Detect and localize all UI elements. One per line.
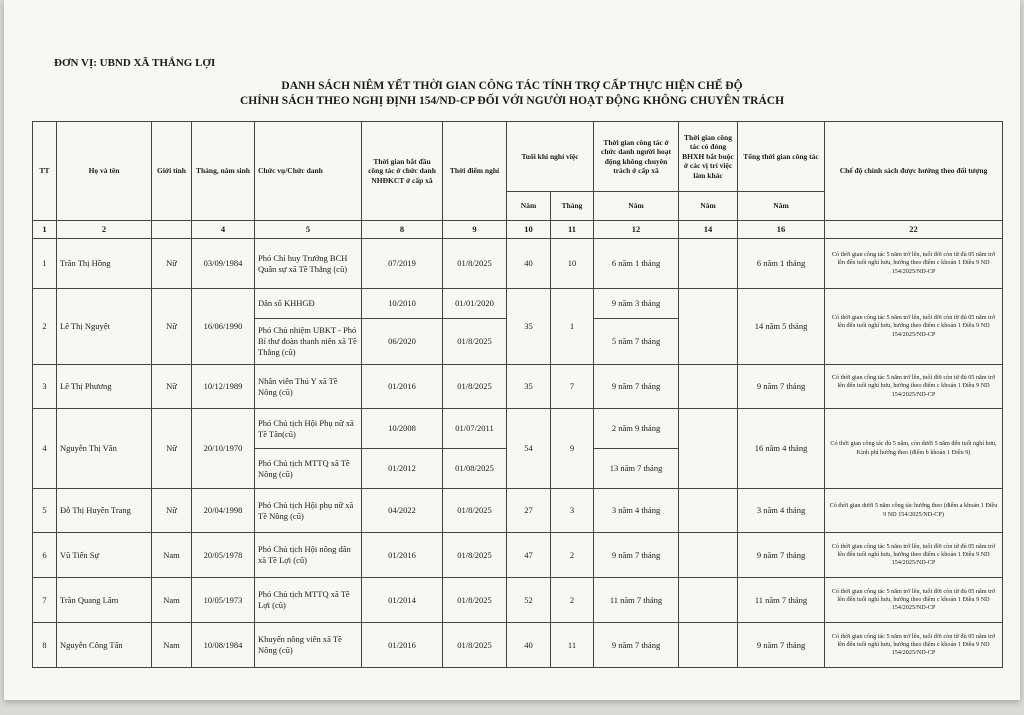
table-row [33,533,1003,578]
row-time-commune: 9 năm 7 tháng [594,533,679,578]
row-name: Trần Thị Hồng [57,239,152,289]
col-number: 16 [738,221,825,239]
row-name: Lê Thị Phương [57,365,152,409]
row-position: Phó Chủ tịch Hội phụ nữ xã Tề Nông (cũ) [255,489,362,533]
row-position: Khuyến nông viên xã Tề Nông (cũ) [255,623,362,668]
row-time-bhxh [679,578,738,623]
row-start: 01/2016 [362,365,443,409]
row-time-commune: 13 năm 7 tháng [594,449,679,489]
row-position: Dân số KHHGĐ [255,289,362,319]
row-age-year: 54 [507,409,551,489]
header-start: Thời gian bắt đầu công tác ở chức danh NHĐKCT ở cấp xã [362,122,443,221]
col-number: 1 [33,221,57,239]
row-tt: 8 [33,623,57,668]
row-policy: Có thời gian công tác 5 năm trở lên, tuổi đời còn từ đủ 05 năm trở lên đến tuổi nghỉ hưu, hưởng theo điểm c khoản 1 Điều 9 ND 154/2025/ND-CP [825,365,1003,409]
row-name: Trần Quang Lâm [57,578,152,623]
row-time-commune: 2 năm 9 tháng [594,409,679,449]
row-retire: 01/8/2025 [443,239,507,289]
row-time-bhxh [679,289,738,365]
row-age-month: 9 [551,409,594,489]
row-tt: 7 [33,578,57,623]
row-retire: 01/8/2025 [443,533,507,578]
row-time-bhxh [679,533,738,578]
unit-label: ĐƠN VỊ: UBND XÃ THẮNG LỢI [54,57,216,69]
row-age-month: 3 [551,489,594,533]
row-tt: 4 [33,409,57,489]
col-number: 12 [594,221,679,239]
header-name: Họ và tên [57,122,152,221]
header-tt: TT [33,122,57,221]
row-tt: 1 [33,239,57,289]
header-total: Tổng thời gian công tác [738,122,825,192]
row-position: Phó Chỉ huy Trưởng BCH Quân sự xã Tề Thắng (cũ) [255,239,362,289]
row-dob: 16/06/1990 [192,289,255,365]
row-position: Phó Chủ tịch Hội nông dân xã Tề Lợi (cũ) [255,533,362,578]
row-age-month: 2 [551,578,594,623]
table-row [33,489,1003,533]
row-policy: Có thời gian dưới 5 năm công tác hưởng theo (điểm a khoản 1 Điều 9 ND 154/2025/ND-CP) [825,489,1003,533]
row-policy: Có thời gian công tác 5 năm trở lên, tuổi đời còn từ đủ 05 năm trở lên đến tuổi nghỉ hưu, hưởng theo điểm c khoản 1 Điều 9 ND 154/2025/ND-CP [825,289,1003,365]
row-gender: Nam [152,623,192,668]
row-total: 6 năm 1 tháng [738,239,825,289]
header-dob: Tháng, năm sinh [192,122,255,221]
row-dob: 10/08/1984 [192,623,255,668]
row-gender: Nữ [152,239,192,289]
row-total: 11 năm 7 tháng [738,578,825,623]
col-number: 11 [551,221,594,239]
title-line-2: CHÍNH SÁCH THEO NGHỊ ĐỊNH 154/ND-CP ĐỐI VỚI NGƯỜI HOẠT ĐỘNG KHÔNG CHUYÊN TRÁCH [239,95,785,107]
row-position: Phó Chủ nhiệm UBKT - Phó Bí thư đoàn thanh niên xã Tề Thắng (cũ) [255,319,362,365]
row-start: 10/2008 [362,409,443,449]
row-time-commune: 9 năm 3 tháng [594,289,679,319]
row-gender: Nữ [152,365,192,409]
row-dob: 20/05/1978 [192,533,255,578]
header-position: Chức vụ/Chức danh [255,122,362,221]
row-total: 9 năm 7 tháng [738,533,825,578]
row-start: 10/2010 [362,289,443,319]
row-name: Đỗ Thị Huyền Trang [57,489,152,533]
row-age-year: 40 [507,623,551,668]
col-number: 4 [192,221,255,239]
header-time-bhxh: Thời gian công tác có đóng BHXH bắt buộc ở các vị trí việc làm khác [679,122,738,192]
header-retire: Thời điểm nghỉ [443,122,507,221]
row-age-month: 2 [551,533,594,578]
header-age: Tuổi khi nghỉ việc [507,122,594,192]
row-gender: Nam [152,533,192,578]
header-gender: Giới tính [152,122,192,221]
staff-table [32,121,1003,668]
col-number [152,221,192,239]
title-line-1: DANH SÁCH NIÊM YẾT THỜI GIAN CÔNG TÁC TÍNH TRỢ CẤP THỰC HIỆN CHẾ ĐỘ [281,80,743,92]
row-time-bhxh [679,239,738,289]
header-age-year: Năm [507,192,551,221]
row-retire: 01/8/2025 [443,319,507,365]
col-number: 2 [57,221,152,239]
row-age-year: 27 [507,489,551,533]
row-position: Phó Chủ tịch Hội Phụ nữ xã Tề Tân(cũ) [255,409,362,449]
header-time-commune-unit: Năm [594,192,679,221]
row-time-commune: 5 năm 7 tháng [594,319,679,365]
col-number: 14 [679,221,738,239]
row-time-commune: 6 năm 1 tháng [594,239,679,289]
row-retire: 01/08/2025 [443,449,507,489]
row-dob: 03/09/1984 [192,239,255,289]
col-number: 9 [443,221,507,239]
row-age-month: 11 [551,623,594,668]
col-number: 22 [825,221,1003,239]
row-age-month: 10 [551,239,594,289]
row-age-year: 35 [507,365,551,409]
row-position: Phó Chủ tịch MTTQ xã Tề Nông (cũ) [255,449,362,489]
header-time-bhxh-unit: Năm [679,192,738,221]
row-name: Nguyễn Thị Vân [57,409,152,489]
row-gender: Nữ [152,409,192,489]
row-tt: 5 [33,489,57,533]
row-policy: Có thời gian công tác 5 năm trở lên, tuổi đời còn từ đủ 05 năm trở lên đến tuổi nghỉ hưu, hưởng theo điểm c khoản 1 Điều 9 ND 154/2025/ND-CP [825,578,1003,623]
row-time-bhxh [679,409,738,489]
row-dob: 20/04/1998 [192,489,255,533]
col-number: 8 [362,221,443,239]
row-start: 01/2012 [362,449,443,489]
row-retire: 01/8/2025 [443,365,507,409]
row-time-commune: 9 năm 7 tháng [594,623,679,668]
row-age-month: 1 [551,289,594,365]
row-age-year: 35 [507,289,551,365]
row-time-bhxh [679,365,738,409]
row-policy: Có thời gian công tác đủ 5 năm, còn dưới 5 năm đến tuổi nghỉ hưu, Kinh phí hưởng theo (điểm b khoản 1 Điều 9) [825,409,1003,489]
row-total: 14 năm 5 tháng [738,289,825,365]
row-time-commune: 9 năm 7 tháng [594,365,679,409]
row-gender: Nữ [152,489,192,533]
row-start: 01/2016 [362,533,443,578]
row-age-month: 7 [551,365,594,409]
row-gender: Nữ [152,289,192,365]
header-age-month: Tháng [551,192,594,221]
row-name: Lê Thị Nguyệt [57,289,152,365]
row-retire: 01/07/2011 [443,409,507,449]
row-policy: Có thời gian công tác 5 năm trở lên, tuổi đời còn từ đủ 05 năm trở lên đến tuổi nghỉ hưu, hưởng theo điểm c khoản 1 Điều 9 ND 154/2025/ND-CP [825,533,1003,578]
col-number: 5 [255,221,362,239]
col-number: 10 [507,221,551,239]
row-retire: 01/8/2025 [443,623,507,668]
row-start: 07/2019 [362,239,443,289]
header-policy: Chế độ chính sách được hưởng theo đối tượng [825,122,1003,221]
row-total: 3 năm 4 tháng [738,489,825,533]
row-time-bhxh [679,489,738,533]
row-name: Vũ Tiến Sự [57,533,152,578]
row-tt: 3 [33,365,57,409]
row-policy: Có thời gian công tác 5 năm trở lên, tuổi đời còn từ đủ 05 năm trở lên đến tuổi nghỉ hưu, hưởng theo điểm c khoản 1 Điều 9 ND 154/2025/ND-CP [825,239,1003,289]
row-policy: Có thời gian công tác 5 năm trở lên, tuổi đời còn từ đủ 05 năm trở lên đến tuổi nghỉ hưu, hưởng theo điểm c khoản 1 Điều 9 ND 154/2025/ND-CP [825,623,1003,668]
row-tt: 2 [33,289,57,365]
table-row [33,365,1003,409]
row-total: 9 năm 7 tháng [738,623,825,668]
row-start: 01/2016 [362,623,443,668]
row-time-bhxh [679,623,738,668]
row-age-year: 47 [507,533,551,578]
row-position: Phó Chủ tịch MTTQ xã Tề Lợi (cũ) [255,578,362,623]
header-time-commune: Thời gian công tác ở chức danh người hoạt động không chuyên trách ở cấp xã [594,122,679,192]
row-retire: 01/8/2025 [443,489,507,533]
row-time-commune: 3 năm 4 tháng [594,489,679,533]
row-start: 06/2020 [362,319,443,365]
row-gender: Nam [152,578,192,623]
row-tt: 6 [33,533,57,578]
row-age-year: 40 [507,239,551,289]
row-dob: 20/10/1970 [192,409,255,489]
table-row [33,289,1003,319]
row-dob: 10/12/1989 [192,365,255,409]
table-row [33,409,1003,449]
row-retire: 01/01/2020 [443,289,507,319]
row-start: 04/2022 [362,489,443,533]
table-row [33,578,1003,623]
row-retire: 01/8/2025 [443,578,507,623]
column-number-row [33,221,1003,239]
row-age-year: 52 [507,578,551,623]
row-total: 16 năm 4 tháng [738,409,825,489]
row-position: Nhân viên Thú Y xã Tề Nông (cũ) [255,365,362,409]
row-total: 9 năm 7 tháng [738,365,825,409]
header-total-unit: Năm [738,192,825,221]
row-dob: 10/05/1973 [192,578,255,623]
row-time-commune: 11 năm 7 tháng [594,578,679,623]
row-name: Nguyễn Công Tấn [57,623,152,668]
table-row [33,239,1003,289]
document-page [4,0,1020,700]
row-start: 01/2014 [362,578,443,623]
table-row [33,623,1003,668]
